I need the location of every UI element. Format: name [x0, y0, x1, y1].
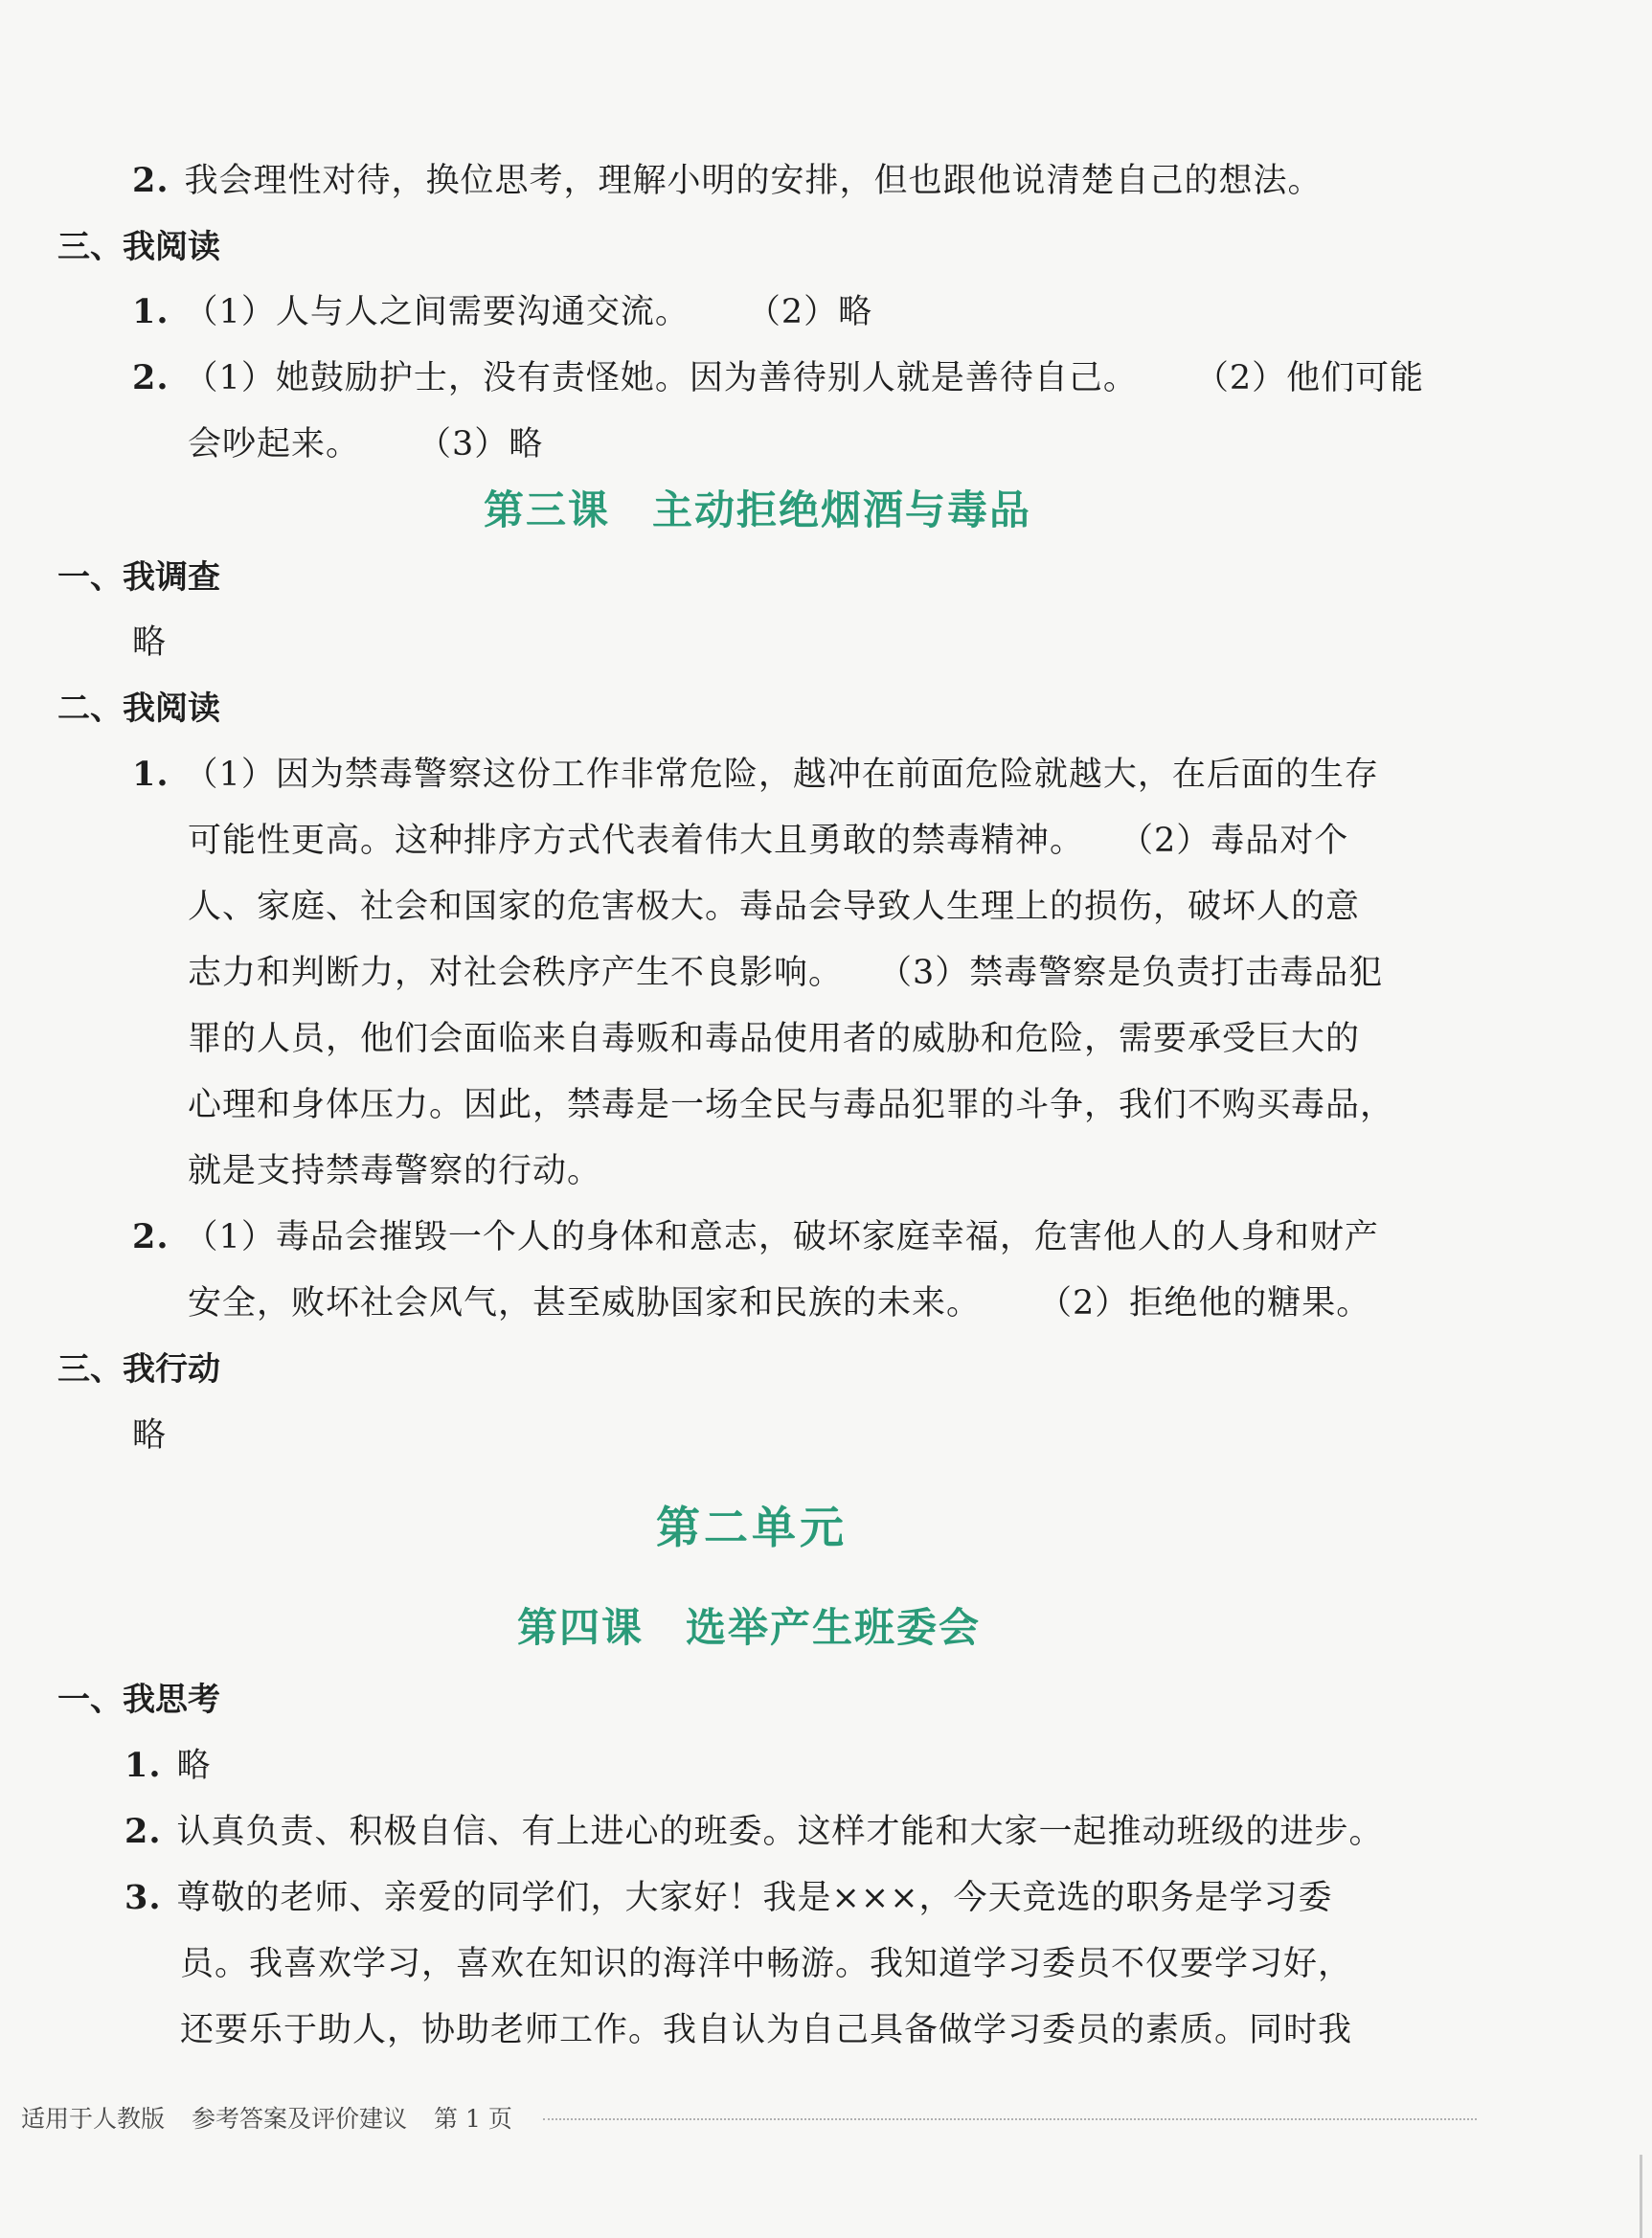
answer-continuation: 员。我喜欢学习，喜欢在知识的海洋中畅游。我知道学习委员不仅要学习好， — [180, 1945, 1353, 1983]
item-text: 安全，败坏社会风气，甚至威胁国家和民族的未来。 — [188, 1284, 982, 1322]
item-number: 2. — [132, 161, 170, 200]
item-number: 1. — [132, 292, 170, 331]
item-text: （2）拒绝他的糖果。 — [1038, 1284, 1371, 1322]
lesson-title: 第四课 选举产生班委会 — [517, 1604, 982, 1651]
item-text: （1）毒品会摧毁一个人的身体和意志，破坏家庭幸福，危害他人的人身和财产 — [184, 1218, 1379, 1256]
section-heading: 三、我阅读 — [57, 228, 220, 266]
page-number: 第 1 页 — [434, 2105, 512, 2133]
item-text: （2）略 — [746, 293, 873, 331]
footer-dotted-rule — [543, 2118, 1477, 2120]
item-text: （1）因为禁毒警察这份工作非常危险，越冲在前面危险就越大，在后面的生存 — [184, 756, 1379, 794]
footer-book-title: 参考答案及评价建议 — [192, 2105, 408, 2133]
item-text: 会吵起来。 — [188, 425, 361, 463]
answer-continuation — [188, 1281, 1370, 1325]
item-number: 3. — [124, 1878, 162, 1917]
section-heading: 三、我行动 — [57, 1350, 220, 1389]
unit-title: 第二单元 — [656, 1502, 848, 1553]
answer-item — [132, 290, 872, 334]
page-edge-divider — [1640, 2155, 1642, 2238]
item-number: 2. — [132, 1217, 170, 1256]
answer-item — [132, 1215, 1379, 1259]
item-number: 2. — [132, 358, 170, 397]
answer-continuation: 罪的人员，他们会面临来自毒贩和毒品使用者的威胁和危险，需要承受巨大的 — [188, 1020, 1361, 1058]
item-text: 尊敬的老师、亲爱的同学们，大家好！我是×××，今天竞选的职务是学习委 — [176, 1879, 1333, 1917]
answer-item — [124, 1810, 1384, 1854]
item-text: （1）人与人之间需要沟通交流。 — [184, 293, 690, 331]
answer-continuation: 还要乐于助人，协助老师工作。我自认为自己具备做学习委员的素质。同时我 — [180, 2011, 1353, 2049]
answer-item — [124, 1744, 212, 1788]
item-text: 略 — [176, 1747, 212, 1785]
section-heading: 二、我阅读 — [57, 689, 220, 728]
answer-continuation: 志力和判断力，对社会秩序产生不良影响。 （3）禁毒警察是负责打击毒品犯 — [188, 954, 1384, 992]
page-footer — [21, 2103, 1477, 2136]
answer-item — [124, 1876, 1333, 1920]
answer-continuation: 就是支持禁毒警察的行动。 — [188, 1152, 602, 1190]
item-text: 我会理性对待，换位思考，理解小明的安排，但也跟他说清楚自己的想法。 — [184, 162, 1323, 200]
answer-continuation: 人、家庭、社会和国家的危害极大。毒品会导致人生理上的损伤，破坏人的意 — [188, 888, 1361, 926]
item-text: （3）略 — [418, 425, 544, 463]
item-number: 2. — [124, 1812, 162, 1851]
section-heading: 一、我思考 — [57, 1681, 220, 1719]
answer-item — [132, 159, 1323, 203]
answer-text: 略 — [132, 1416, 168, 1455]
answer-continuation — [188, 422, 543, 466]
answer-item — [132, 356, 1424, 400]
answer-continuation: 可能性更高。这种排序方式代表着伟大且勇敢的禁毒精神。 （2）毒品对个 — [188, 822, 1349, 860]
section-heading: 一、我调查 — [57, 558, 220, 597]
item-text: （2）他们可能 — [1194, 359, 1425, 397]
item-text: 认真负责、积极自信、有上进心的班委。这样才能和大家一起推动班级的进步。 — [176, 1813, 1384, 1851]
answer-item — [132, 753, 1379, 797]
answer-text: 略 — [132, 623, 168, 662]
lesson-title: 第三课 主动拒绝烟酒与毒品 — [484, 486, 1032, 533]
item-text: （1）她鼓励护士，没有责怪她。因为善待别人就是善待自己。 — [184, 359, 1138, 397]
item-number: 1. — [132, 755, 170, 794]
answer-continuation: 心理和身体压力。因此，禁毒是一场全民与毒品犯罪的斗争，我们不购买毒品， — [188, 1086, 1395, 1124]
item-number: 1. — [124, 1746, 162, 1785]
footer-edition: 适用于人教版 — [21, 2105, 166, 2133]
